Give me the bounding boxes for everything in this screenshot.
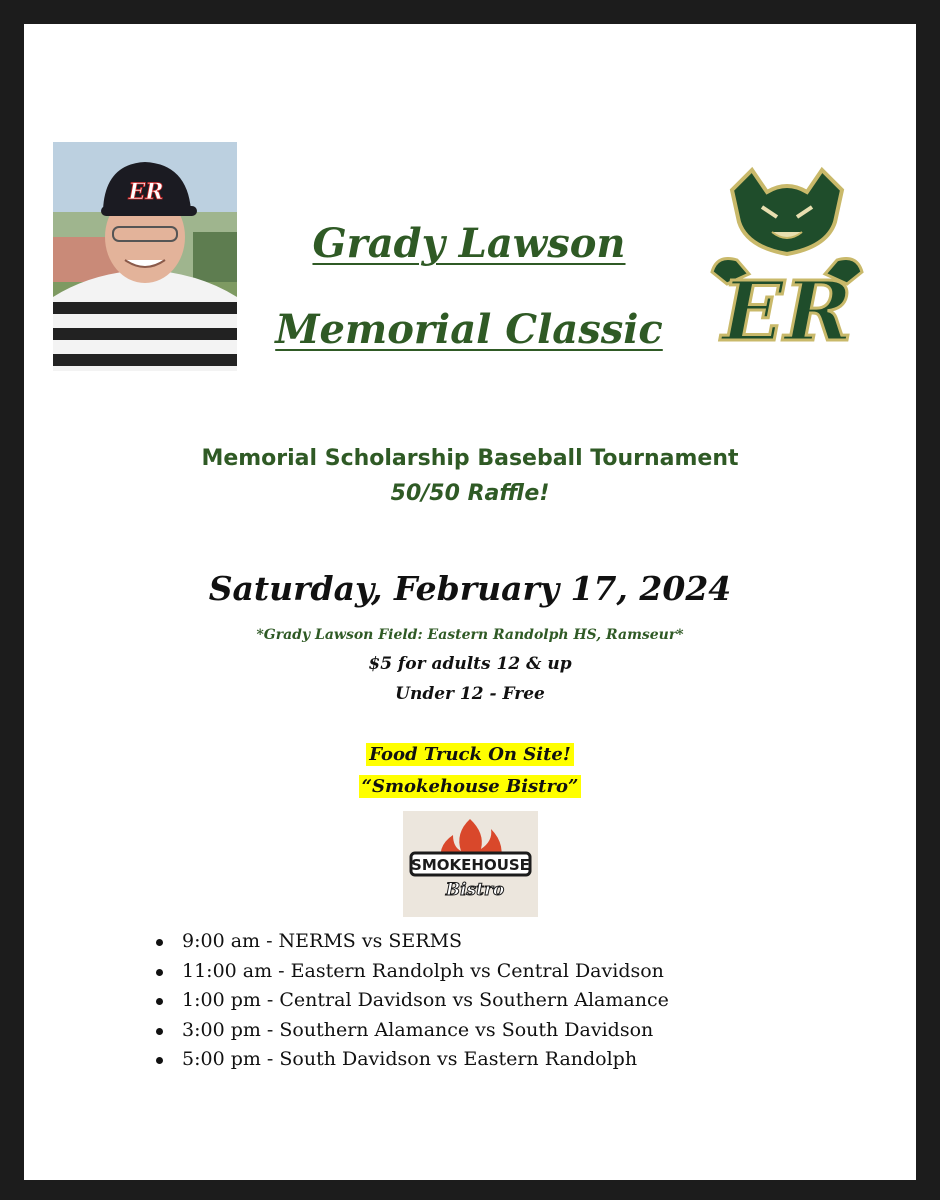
tournament-subtitle: Memorial Scholarship Baseball Tournament [201, 446, 739, 471]
schedule-item: 9:00 am - NERMS vs SERMS [156, 927, 669, 957]
food-truck-text: Food Truck On Site! [366, 743, 574, 766]
schedule-item: 5:00 pm - South Davidson vs Eastern Randolph [156, 1045, 669, 1075]
child-price: Under 12 - Free [395, 684, 545, 704]
er-bobcat-logo [707, 162, 867, 352]
smokehouse-bistro-logo [403, 811, 538, 917]
food-truck-line [24, 744, 916, 765]
title-line-1: Grady Lawson [312, 220, 626, 267]
logo-letters: ER [721, 264, 853, 352]
event-date: Saturday, February 17, 2024 [208, 569, 732, 608]
schedule-item: 11:00 am - Eastern Randolph vs Central Davidson [156, 957, 669, 987]
food-truck-name-line [24, 776, 916, 797]
schedule-item: 1:00 pm - Central Davidson vs Southern Alamance [156, 986, 669, 1016]
game-schedule [156, 927, 669, 1075]
cap-letters: ER [128, 179, 164, 205]
flyer-page [24, 24, 916, 1180]
food-truck-name: “Smokehouse Bistro” [359, 775, 582, 798]
title-line-2: Memorial Classic [275, 306, 663, 353]
adult-price: $5 for adults 12 & up [368, 654, 572, 674]
smokehouse-text: SMOKEHOUSE [411, 856, 530, 874]
memorial-photo [53, 142, 237, 371]
raffle-text: 50/50 Raffle! [390, 481, 550, 506]
bistro-text: Bistro [445, 880, 505, 900]
schedule-item: 3:00 pm - Southern Alamance vs South Davidson [156, 1016, 669, 1046]
event-location: *Grady Lawson Field: Eastern Randolph HS, Ramseur* [256, 627, 684, 643]
